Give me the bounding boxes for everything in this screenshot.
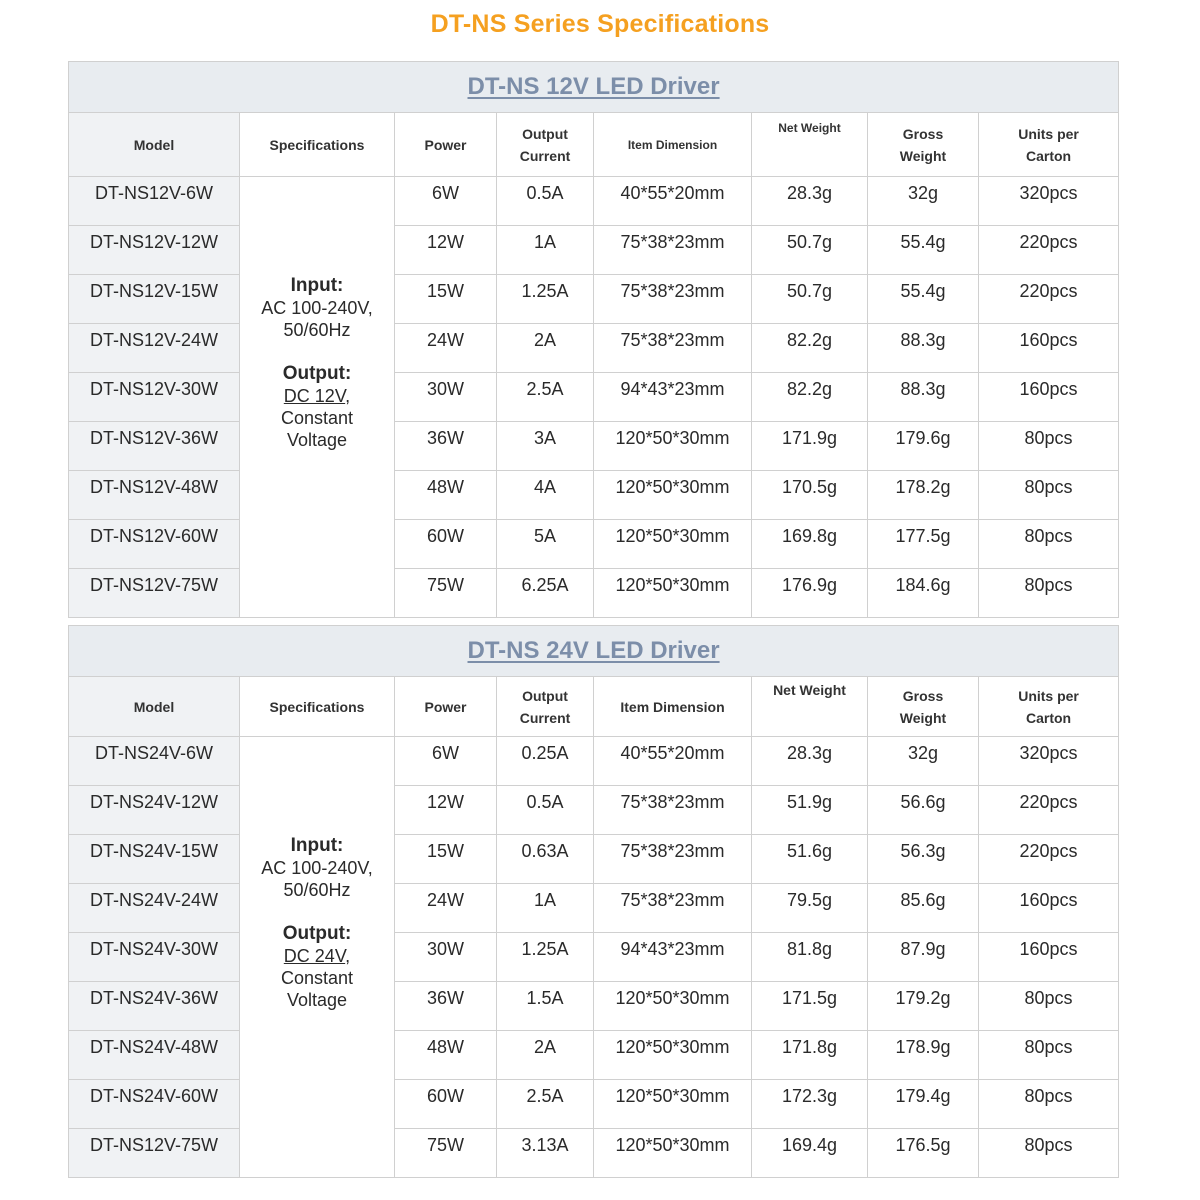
gross-weight-cell: 55.4g [868,226,979,275]
gross-weight-cell: 184.6g [868,569,979,618]
header-row [69,677,1119,737]
table-row [69,520,1119,569]
table-row [69,1080,1119,1129]
header-model: Model [69,677,240,737]
table-row [69,786,1119,835]
model-cell: DT-NS12V-6W [69,177,240,226]
units-cell: 80pcs [979,1031,1119,1080]
model-cell: DT-NS12V-75W [69,569,240,618]
specifications-block [240,835,394,1011]
model-cell: DT-NS24V-24W [69,884,240,933]
gross-weight-cell: 88.3g [868,373,979,422]
net-weight-cell: 81.8g [752,933,868,982]
power-cell: 12W [395,226,497,275]
spec-input-line2: 50/60Hz [283,880,351,900]
gross-weight-cell: 87.9g [868,933,979,982]
spec-output-dc-link[interactable]: DC 24V [283,946,346,966]
power-cell: 36W [395,982,497,1031]
model-cell: DT-NS12V-30W [69,373,240,422]
spec-output-dc-link[interactable]: DC 12V [283,386,346,406]
net-weight-cell: 28.3g [752,177,868,226]
units-cell: 220pcs [979,275,1119,324]
gross-weight-cell: 179.2g [868,982,979,1031]
power-cell: 30W [395,933,497,982]
units-cell: 160pcs [979,373,1119,422]
dimension-cell: 94*43*23mm [594,373,752,422]
current-cell: 0.5A [497,786,594,835]
current-cell: 0.5A [497,177,594,226]
model-cell: DT-NS24V-48W [69,1031,240,1080]
table-row [69,835,1119,884]
table-title-row [69,626,1119,677]
table-row [69,884,1119,933]
gross-weight-cell: 178.9g [868,1031,979,1080]
current-cell: 1.25A [497,933,594,982]
header-units-per-carton [979,113,1119,177]
header-output-current-line1: Output [522,125,568,142]
spec-table-24v [68,625,1119,1178]
dimension-cell: 120*50*30mm [594,1080,752,1129]
header-item-dimension: Item Dimension [594,677,752,737]
net-weight-cell: 50.7g [752,275,868,324]
net-weight-cell: 171.9g [752,422,868,471]
gross-weight-cell: 32g [868,737,979,786]
model-cell: DT-NS12V-15W [69,275,240,324]
model-cell: DT-NS24V-60W [69,1080,240,1129]
units-cell: 220pcs [979,226,1119,275]
dimension-cell: 120*50*30mm [594,982,752,1031]
current-cell: 1.5A [497,982,594,1031]
units-cell: 80pcs [979,982,1119,1031]
current-cell: 4A [497,471,594,520]
header-gross-weight-line1: Gross [902,125,944,142]
current-cell: 1A [497,226,594,275]
table-heading[interactable]: DT-NS 12V LED Driver [467,73,720,100]
dimension-cell: 40*55*20mm [594,737,752,786]
header-output-current-line2: Current [519,709,571,726]
current-cell: 6.25A [497,569,594,618]
gross-weight-cell: 177.5g [868,520,979,569]
header-units-line1: Units per [1018,687,1079,704]
header-units-line2: Carton [1025,147,1072,164]
net-weight-cell: 176.9g [752,569,868,618]
spec-table-12v [68,61,1119,618]
net-weight-cell: 169.8g [752,520,868,569]
header-item-dimension: Item Dimension [594,113,752,177]
header-output-current-line2: Current [519,147,571,164]
dimension-cell: 75*38*23mm [594,275,752,324]
header-gross-weight [868,113,979,177]
power-cell: 60W [395,520,497,569]
units-cell: 220pcs [979,835,1119,884]
net-weight-cell: 28.3g [752,737,868,786]
power-cell: 75W [395,569,497,618]
units-cell: 80pcs [979,1080,1119,1129]
model-cell: DT-NS24V-15W [69,835,240,884]
model-cell: DT-NS12V-24W [69,324,240,373]
current-cell: 3.13A [497,1129,594,1178]
model-cell: DT-NS24V-6W [69,737,240,786]
spec-output-line3: Voltage [286,990,348,1010]
model-cell: DT-NS12V-12W [69,226,240,275]
dimension-cell: 75*38*23mm [594,226,752,275]
spec-input-line1: AC 100-240V, [261,858,373,878]
spec-output-label: Output: [282,363,352,384]
table-row [69,275,1119,324]
table-row [69,982,1119,1031]
power-cell: 6W [395,177,497,226]
spec-input-label: Input: [290,275,344,296]
units-cell: 80pcs [979,569,1119,618]
units-cell: 320pcs [979,737,1119,786]
table-row [69,324,1119,373]
net-weight-cell: 82.2g [752,324,868,373]
spec-output-line1 [240,945,394,967]
header-power: Power [395,113,497,177]
model-cell: DT-NS24V-12W [69,786,240,835]
current-cell: 2A [497,324,594,373]
gross-weight-cell: 88.3g [868,324,979,373]
spec-output-label: Output: [282,923,352,944]
dimension-cell: 40*55*20mm [594,177,752,226]
net-weight-cell: 171.8g [752,1031,868,1080]
table-row [69,471,1119,520]
spec-output-line1 [240,385,394,407]
header-units-line2: Carton [1025,709,1072,726]
current-cell: 0.25A [497,737,594,786]
spec-output-line2: Constant [280,968,354,988]
dimension-cell: 120*50*30mm [594,1129,752,1178]
table-row [69,933,1119,982]
power-cell: 48W [395,1031,497,1080]
gross-weight-cell: 32g [868,177,979,226]
dimension-cell: 75*38*23mm [594,884,752,933]
units-cell: 80pcs [979,471,1119,520]
net-weight-cell: 169.4g [752,1129,868,1178]
power-cell: 12W [395,786,497,835]
current-cell: 3A [497,422,594,471]
net-weight-cell: 79.5g [752,884,868,933]
units-cell: 160pcs [979,884,1119,933]
header-gross-weight-line2: Weight [899,147,947,164]
gross-weight-cell: 85.6g [868,884,979,933]
current-cell: 2.5A [497,1080,594,1129]
model-cell: DT-NS24V-36W [69,982,240,1031]
page-title: DT-NS Series Specifications [430,10,770,38]
table-row [69,737,1119,786]
current-cell: 0.63A [497,835,594,884]
table-heading-cell [69,626,1119,677]
header-gross-weight [868,677,979,737]
specifications-block [240,275,394,451]
model-cell: DT-NS12V-60W [69,520,240,569]
dimension-cell: 75*38*23mm [594,786,752,835]
spec-output-line2: Constant [280,408,354,428]
net-weight-cell: 170.5g [752,471,868,520]
table-row [69,226,1119,275]
specifications-cell [240,737,395,1178]
net-weight-cell: 51.9g [752,786,868,835]
header-net-weight: Net Weight [752,113,868,177]
header-specifications: Specifications [240,677,395,737]
table-heading-cell [69,62,1119,113]
dimension-cell: 120*50*30mm [594,569,752,618]
power-cell: 15W [395,835,497,884]
power-cell: 48W [395,471,497,520]
current-cell: 5A [497,520,594,569]
table-row [69,1129,1119,1178]
dimension-cell: 120*50*30mm [594,471,752,520]
net-weight-cell: 171.5g [752,982,868,1031]
model-cell: DT-NS24V-30W [69,933,240,982]
header-model: Model [69,113,240,177]
units-cell: 160pcs [979,324,1119,373]
table-row [69,373,1119,422]
dimension-cell: 75*38*23mm [594,835,752,884]
units-cell: 80pcs [979,1129,1119,1178]
power-cell: 6W [395,737,497,786]
model-cell: DT-NS12V-36W [69,422,240,471]
current-cell: 2A [497,1031,594,1080]
net-weight-cell: 50.7g [752,226,868,275]
units-cell: 80pcs [979,422,1119,471]
spec-output-comma: , [345,386,351,406]
header-specifications: Specifications [240,113,395,177]
power-cell: 24W [395,324,497,373]
table-row [69,177,1119,226]
gross-weight-cell: 56.6g [868,786,979,835]
table-row [69,422,1119,471]
power-cell: 36W [395,422,497,471]
dimension-cell: 75*38*23mm [594,324,752,373]
header-row [69,113,1119,177]
power-cell: 24W [395,884,497,933]
gross-weight-cell: 178.2g [868,471,979,520]
gross-weight-cell: 179.6g [868,422,979,471]
header-output-current [497,113,594,177]
header-gross-weight-line2: Weight [899,709,947,726]
units-cell: 160pcs [979,933,1119,982]
units-cell: 320pcs [979,177,1119,226]
dimension-cell: 120*50*30mm [594,422,752,471]
spec-output-comma: , [345,946,351,966]
table-row [69,1031,1119,1080]
units-cell: 220pcs [979,786,1119,835]
table-heading[interactable]: DT-NS 24V LED Driver [467,637,720,664]
units-cell: 80pcs [979,520,1119,569]
power-cell: 30W [395,373,497,422]
header-power: Power [395,677,497,737]
gross-weight-cell: 179.4g [868,1080,979,1129]
dimension-cell: 120*50*30mm [594,520,752,569]
header-output-current [497,677,594,737]
gross-weight-cell: 56.3g [868,835,979,884]
table-row [69,569,1119,618]
model-cell: DT-NS12V-48W [69,471,240,520]
specifications-cell [240,177,395,618]
net-weight-cell: 51.6g [752,835,868,884]
power-cell: 60W [395,1080,497,1129]
net-weight-cell: 82.2g [752,373,868,422]
spec-output-line3: Voltage [286,430,348,450]
gross-weight-cell: 55.4g [868,275,979,324]
spec-input-line1: AC 100-240V, [261,298,373,318]
model-cell: DT-NS12V-75W [69,1129,240,1178]
net-weight-cell: 172.3g [752,1080,868,1129]
current-cell: 1.25A [497,275,594,324]
current-cell: 1A [497,884,594,933]
dimension-cell: 120*50*30mm [594,1031,752,1080]
gross-weight-cell: 176.5g [868,1129,979,1178]
dimension-cell: 94*43*23mm [594,933,752,982]
spec-input-line2: 50/60Hz [283,320,351,340]
header-net-weight: Net Weight [752,677,868,737]
table-title-row [69,62,1119,113]
current-cell: 2.5A [497,373,594,422]
power-cell: 15W [395,275,497,324]
spec-input-label: Input: [290,835,344,856]
power-cell: 75W [395,1129,497,1178]
header-units-per-carton [979,677,1119,737]
header-gross-weight-line1: Gross [902,687,944,704]
header-units-line1: Units per [1018,125,1079,142]
header-output-current-line1: Output [522,687,568,704]
